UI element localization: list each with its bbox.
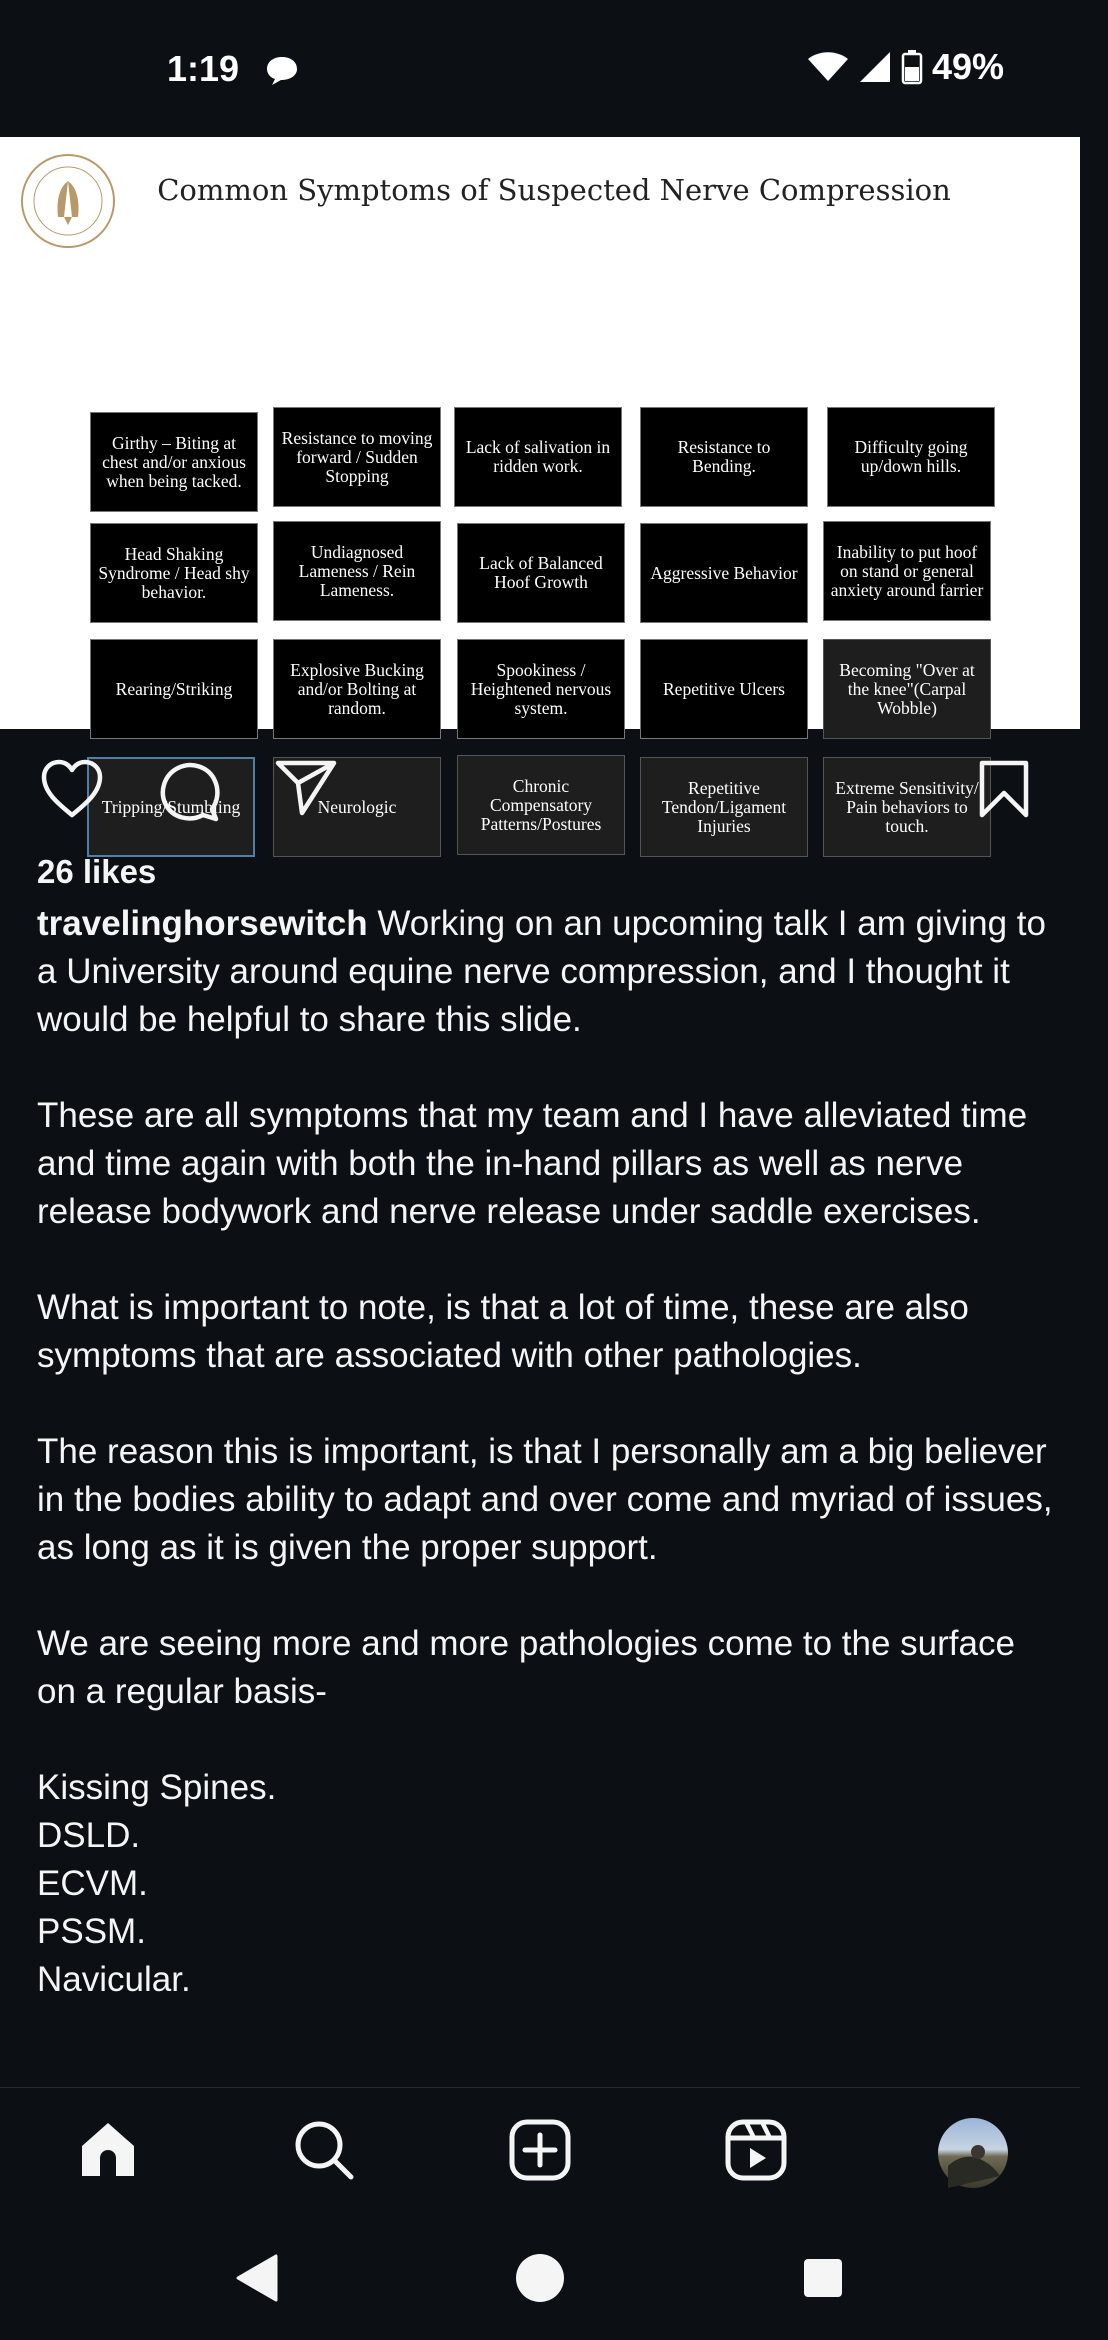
caption-username[interactable]: travelinghorsewitch — [37, 904, 368, 943]
reels-icon[interactable] — [724, 2118, 788, 2182]
comment-icon[interactable] — [158, 759, 222, 823]
symptom-cell: Tripping/Stumbling — [87, 757, 255, 857]
recents-icon[interactable] — [802, 2257, 844, 2299]
symptom-cell: Explosive Bucking and/or Bolting at random. — [273, 639, 441, 739]
chat-bubble-icon — [264, 54, 300, 88]
search-icon[interactable] — [292, 2118, 356, 2182]
avatar-photo-icon — [938, 2118, 1008, 2188]
symptom-cell: Repetitive Ulcers — [640, 639, 808, 739]
post-actions — [0, 729, 1080, 849]
symptom-cell: Head Shaking Syndrome / Head shy behavior. — [90, 523, 258, 623]
home-circle-icon[interactable] — [514, 2252, 566, 2304]
symptom-cell: Chronic Compensatory Patterns/Postures — [457, 755, 625, 855]
battery-percent: 49% — [931, 46, 1004, 87]
post-caption — [37, 900, 1057, 2004]
symptom-cell: Extreme Sensitivity/ Pain behaviors to touch. — [823, 757, 991, 857]
system-nav-bar — [0, 2215, 1080, 2340]
status-bar — [0, 0, 1080, 137]
home-icon[interactable] — [76, 2118, 140, 2182]
send-icon[interactable] — [274, 759, 338, 817]
likes-count[interactable]: 26 likes — [37, 853, 157, 890]
symptom-cell: Girthy – Biting at chest and/or anxious when being tacked. — [90, 412, 258, 512]
symptom-cell: Lack of salivation in ridden work. — [454, 407, 622, 507]
symptom-cell: Repetitive Tendon/Ligament Injuries — [640, 757, 808, 857]
battery-icon — [902, 50, 922, 84]
slide-title: Common Symptoms of Suspected Nerve Compression — [157, 173, 951, 207]
symptom-cell: Aggressive Behavior — [640, 523, 808, 623]
symptom-cell: Difficulty going up/down hills. — [827, 407, 995, 507]
bookmark-icon[interactable] — [978, 759, 1030, 819]
signal-icon — [858, 50, 892, 84]
symptom-cell: Lack of Balanced Hoof Growth — [457, 523, 625, 623]
symptom-cell: Resistance to Bending. — [640, 407, 808, 507]
symptom-cell: Rearing/Striking — [90, 639, 258, 739]
symptom-cell: Undiagnosed Lameness / Rein Lameness. — [273, 521, 441, 621]
status-time: 1:19 — [167, 48, 240, 89]
symptom-cell: Inability to put hoof on stand or general anxiety around farrier — [823, 521, 991, 621]
symptom-cell: Resistance to moving forward / Sudden Stopping — [273, 407, 441, 507]
wifi-icon — [808, 51, 848, 83]
profile-avatar[interactable] — [938, 2118, 1008, 2188]
symptom-cell: Neurologic — [273, 757, 441, 857]
symptom-cell: Becoming "Over at the knee"(Carpal Wobble) — [823, 639, 991, 739]
caption-text: Working on an upcoming talk I am giving to a University around equine nerve compression, and I thought it would be helpful to share this slide. These are all symptoms that my team and I have alleviated time and time again with both the in-hand pillars as well as nerve release bodywork and nerve release under saddle exercises. What is important to note, is that a lot of time, these are also symptoms that are associated with other pathologies. The reason this is important, is that I personally am a big believer in the bodies ability to adapt and over come and myriad of issues, as long as it is given the proper support. We are seeing more and more pathologies come to the surface on a regular basis- Kissing Spines. DSLD. ECVM. PSSM. Navicular. — [37, 904, 1053, 1999]
post-image[interactable] — [0, 137, 1080, 836]
back-icon[interactable] — [234, 2253, 280, 2303]
plus-square-icon[interactable] — [508, 2118, 572, 2182]
status-icons — [808, 46, 1004, 88]
bottom-nav — [0, 2087, 1080, 2215]
heart-icon[interactable] — [40, 759, 104, 819]
symptom-cell: Spookiness / Heightened nervous system. — [457, 639, 625, 739]
